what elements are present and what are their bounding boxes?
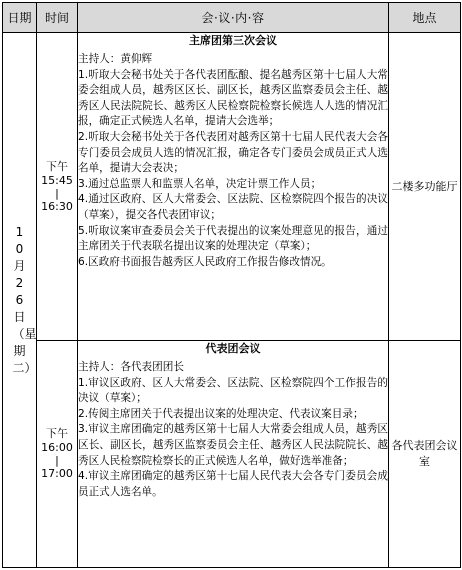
session-2-item-1: 1.审议区政府、区人大常委会、区法院、区检察院四个工作报告的决议（草案）； bbox=[78, 376, 388, 405]
header-location: 地点 bbox=[389, 3, 461, 33]
session-2-time-start: 下午16:00 bbox=[41, 427, 73, 454]
session-1-time-end: 16:30 bbox=[41, 199, 73, 213]
session-1-host: 主持人：黄仰辉 bbox=[78, 53, 153, 65]
agenda-sheet bbox=[2, 2, 460, 568]
session-1-item-2: 2.听取大会秘书处关于各代表团对越秀区第十七届人民代表大会各专门委员会成员人选的情况汇报，确定各专门委员会成员正式人选名单，提请大会表决； bbox=[78, 130, 388, 175]
session-1-item-3: 3.通过总监票人和监票人名单，决定计票工作人员； bbox=[78, 177, 322, 190]
date-text: 10月26日（星期二） bbox=[12, 224, 37, 375]
session-1-time-start: 下午15:45 bbox=[41, 159, 73, 187]
session-1-item-6: 6.区政府书面报告越秀区人民政府工作报告修改情况。 bbox=[78, 255, 332, 268]
session-1-time-separator: | bbox=[55, 186, 59, 200]
session-2-content bbox=[78, 341, 389, 568]
session-1-item-5: 5.听取议案审查委员会关于代表提出的议案处理意见的报告，通过主席团关于代表联名提出议案的处理决定（草案）； bbox=[78, 224, 388, 253]
header-date: 日期 bbox=[3, 3, 37, 33]
session-1-item-4: 4.通过区政府、区人大常委会、区法院、区检察院四个报告的决议（草案），提交各代表团审议； bbox=[78, 193, 388, 221]
date-cell bbox=[3, 33, 37, 568]
session-2-time-end: 17:00 bbox=[41, 467, 73, 480]
session-2-location: 各代表团会议室 bbox=[389, 341, 461, 568]
header-time: 时间 bbox=[37, 3, 78, 33]
session-2-item-2: 2.传阅主席团关于代表提出议案的处理决定、代表议案目录； bbox=[78, 407, 364, 420]
session-1-title: 主席团第三次会议 bbox=[189, 34, 277, 47]
session-row-2 bbox=[3, 341, 461, 568]
session-1-item-1: 1.听取大会秘书处关于各代表团酝酿、提名越秀区第十七届人大常委会组成人员，越秀区区长、副区长，越秀区监察委员会主任、越秀区人民法院院长、越秀区人民检察院检察长候选人人选的情况汇报，确定正式候选人名单，提请大会选举； bbox=[78, 68, 388, 128]
session-2-item-4: 4.审议主席团确定的越秀区第十七届人民代表大会各专门委员会成员正式人选名单。 bbox=[78, 470, 388, 498]
session-1-content bbox=[78, 33, 389, 341]
session-2-host: 主持人：各代表团团长 bbox=[78, 361, 184, 373]
agenda-table bbox=[2, 2, 461, 568]
session-2-item-3: 3.审议主席团确定的越秀区第十七届人大常委会组成人员，越秀区区长、副区长，越秀区监察委员会主任、越秀区人民法院院长、越秀区人民检察院检察长的正式候选人名单，做好选举准备； bbox=[78, 423, 388, 467]
header-row bbox=[3, 3, 461, 33]
session-2-time bbox=[37, 341, 78, 568]
session-1-location: 二楼多功能厅 bbox=[389, 33, 461, 341]
session-1-time bbox=[37, 33, 78, 341]
header-content: 会·议·内·容 bbox=[78, 3, 389, 33]
session-row-1 bbox=[3, 33, 461, 341]
session-2-title: 代表团会议 bbox=[205, 342, 261, 355]
session-2-time-separator: | bbox=[55, 454, 59, 467]
